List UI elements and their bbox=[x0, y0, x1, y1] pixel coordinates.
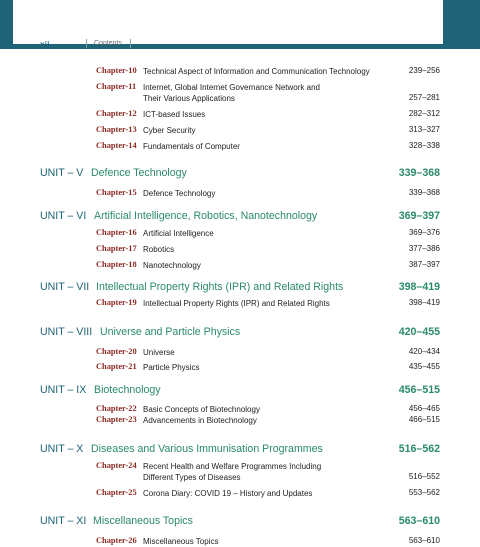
unit-title: Biotechnology bbox=[94, 384, 161, 396]
header-separator bbox=[130, 39, 131, 48]
header-tab bbox=[13, 0, 443, 44]
chapter-pages: 456–465 bbox=[408, 404, 440, 413]
toc-entry bbox=[0, 228, 480, 239]
chapter-pages: 328–338 bbox=[408, 141, 440, 150]
chapter-title: Advancements in Biotechnology bbox=[143, 416, 257, 425]
chapter-pages: 313–327 bbox=[408, 125, 440, 134]
chapter-title: Particle Physics bbox=[143, 363, 200, 372]
unit-heading bbox=[0, 210, 480, 224]
toc-entry bbox=[0, 347, 480, 358]
chapter-pages: 339–368 bbox=[408, 188, 440, 197]
unit-label: UNIT – IX bbox=[40, 384, 87, 396]
unit-label: UNIT – VIII bbox=[40, 326, 93, 338]
unit-pages: 456–515 bbox=[398, 384, 440, 396]
chapter-number: Chapter-21 bbox=[96, 362, 137, 371]
chapter-number: Chapter-18 bbox=[96, 260, 137, 269]
unit-title: Defence Technology bbox=[91, 167, 187, 179]
toc-entry bbox=[0, 66, 480, 77]
chapter-pages: 377–386 bbox=[408, 244, 440, 253]
chapter-title: Technical Aspect of Information and Communication Technology bbox=[143, 67, 370, 76]
unit-label: UNIT – VII bbox=[40, 281, 90, 293]
chapter-title: Defence Technology bbox=[143, 189, 216, 198]
chapter-pages: 563–610 bbox=[408, 536, 440, 545]
chapter-pages: 369–376 bbox=[408, 228, 440, 237]
toc-entry bbox=[0, 536, 480, 547]
chapter-number: Chapter-14 bbox=[96, 141, 137, 150]
chapter-number: Chapter-11 bbox=[96, 82, 137, 91]
chapter-title: Artificial Intelligence bbox=[143, 229, 214, 238]
toc-entry bbox=[0, 404, 480, 415]
unit-title: Intellectual Property Rights (IPR) and Related Rights bbox=[96, 281, 344, 293]
chapter-title: Internet, Global Internet Governance Network and Their Various Applications bbox=[143, 83, 320, 103]
toc-entry bbox=[0, 415, 480, 426]
unit-label: UNIT – XI bbox=[40, 515, 87, 527]
chapter-title: Recent Health and Welfare Programmes Including Different Types of Diseases bbox=[143, 462, 322, 482]
toc-entry bbox=[0, 188, 480, 199]
unit-label: UNIT – X bbox=[40, 443, 84, 455]
chapter-title: Fundamentals of Computer bbox=[143, 142, 240, 151]
chapter-pages: 516–552 bbox=[408, 472, 440, 481]
chapter-title: Corona Diary: COVID 19 – History and Updates bbox=[143, 489, 313, 498]
unit-pages: 339–368 bbox=[398, 167, 440, 179]
chapter-pages: 257–281 bbox=[408, 93, 440, 102]
chapter-number: Chapter-22 bbox=[96, 404, 137, 413]
chapter-number: Chapter-17 bbox=[96, 244, 137, 253]
chapter-pages: 435–455 bbox=[408, 362, 440, 371]
chapter-number: Chapter-24 bbox=[96, 461, 137, 470]
chapter-title: Intellectual Property Rights (IPR) and Related Rights bbox=[143, 299, 330, 308]
chapter-pages: 420–434 bbox=[408, 347, 440, 356]
chapter-title: Cyber Security bbox=[143, 126, 196, 135]
unit-title: Artificial Intelligence, Robotics, Nanotechnology bbox=[94, 210, 318, 222]
chapter-pages: 282–312 bbox=[408, 109, 440, 118]
toc-entry bbox=[0, 260, 480, 271]
chapter-number: Chapter-12 bbox=[96, 109, 137, 118]
toc-entry bbox=[0, 461, 480, 483]
chapter-number: Chapter-25 bbox=[96, 488, 137, 497]
unit-title: Universe and Particle Physics bbox=[100, 326, 241, 338]
chapter-number: Chapter-26 bbox=[96, 536, 137, 545]
chapter-pages: 553–562 bbox=[408, 488, 440, 497]
chapter-title: Nanotechnology bbox=[143, 261, 201, 270]
toc-entry bbox=[0, 125, 480, 136]
unit-heading bbox=[0, 281, 480, 295]
chapter-number: Chapter-20 bbox=[96, 347, 137, 356]
header-separator bbox=[86, 39, 87, 48]
toc-entry bbox=[0, 362, 480, 373]
page-number: xii bbox=[40, 40, 50, 49]
chapter-pages: 387–397 bbox=[408, 260, 440, 269]
running-title: Contents bbox=[94, 40, 123, 47]
toc-entry bbox=[0, 109, 480, 120]
chapter-title: ICT-based Issues bbox=[143, 110, 206, 119]
unit-heading bbox=[0, 326, 480, 340]
unit-heading bbox=[0, 384, 480, 398]
unit-heading bbox=[0, 443, 480, 457]
unit-heading bbox=[0, 515, 480, 529]
chapter-pages: 239–256 bbox=[408, 66, 440, 75]
unit-pages: 563–610 bbox=[398, 515, 440, 527]
unit-pages: 398–419 bbox=[398, 281, 440, 293]
toc-entry bbox=[0, 298, 480, 309]
chapter-number: Chapter-13 bbox=[96, 125, 137, 134]
chapter-title: Miscellaneous Topics bbox=[143, 537, 219, 546]
chapter-number: Chapter-16 bbox=[96, 228, 137, 237]
chapter-title: Robotics bbox=[143, 245, 175, 254]
unit-pages: 420–455 bbox=[398, 326, 440, 338]
unit-label: UNIT – VI bbox=[40, 210, 87, 222]
chapter-number: Chapter-23 bbox=[96, 415, 137, 424]
chapter-number: Chapter-10 bbox=[96, 66, 137, 75]
toc-entry bbox=[0, 488, 480, 499]
chapter-title: Universe bbox=[143, 348, 175, 357]
chapter-number: Chapter-15 bbox=[96, 188, 137, 197]
toc-entry bbox=[0, 141, 480, 152]
unit-title: Diseases and Various Immunisation Programmes bbox=[91, 443, 323, 455]
chapter-number: Chapter-19 bbox=[96, 298, 137, 307]
unit-pages: 369–397 bbox=[398, 210, 440, 222]
unit-label: UNIT – V bbox=[40, 167, 84, 179]
unit-pages: 516–562 bbox=[398, 443, 440, 455]
chapter-pages: 466–515 bbox=[408, 415, 440, 424]
unit-heading bbox=[0, 167, 480, 181]
toc-entry bbox=[0, 244, 480, 255]
chapter-pages: 398–419 bbox=[408, 298, 440, 307]
chapter-title: Basic Concepts of Biotechnology bbox=[143, 405, 260, 414]
toc-entry bbox=[0, 82, 480, 104]
unit-title: Miscellaneous Topics bbox=[93, 515, 193, 527]
